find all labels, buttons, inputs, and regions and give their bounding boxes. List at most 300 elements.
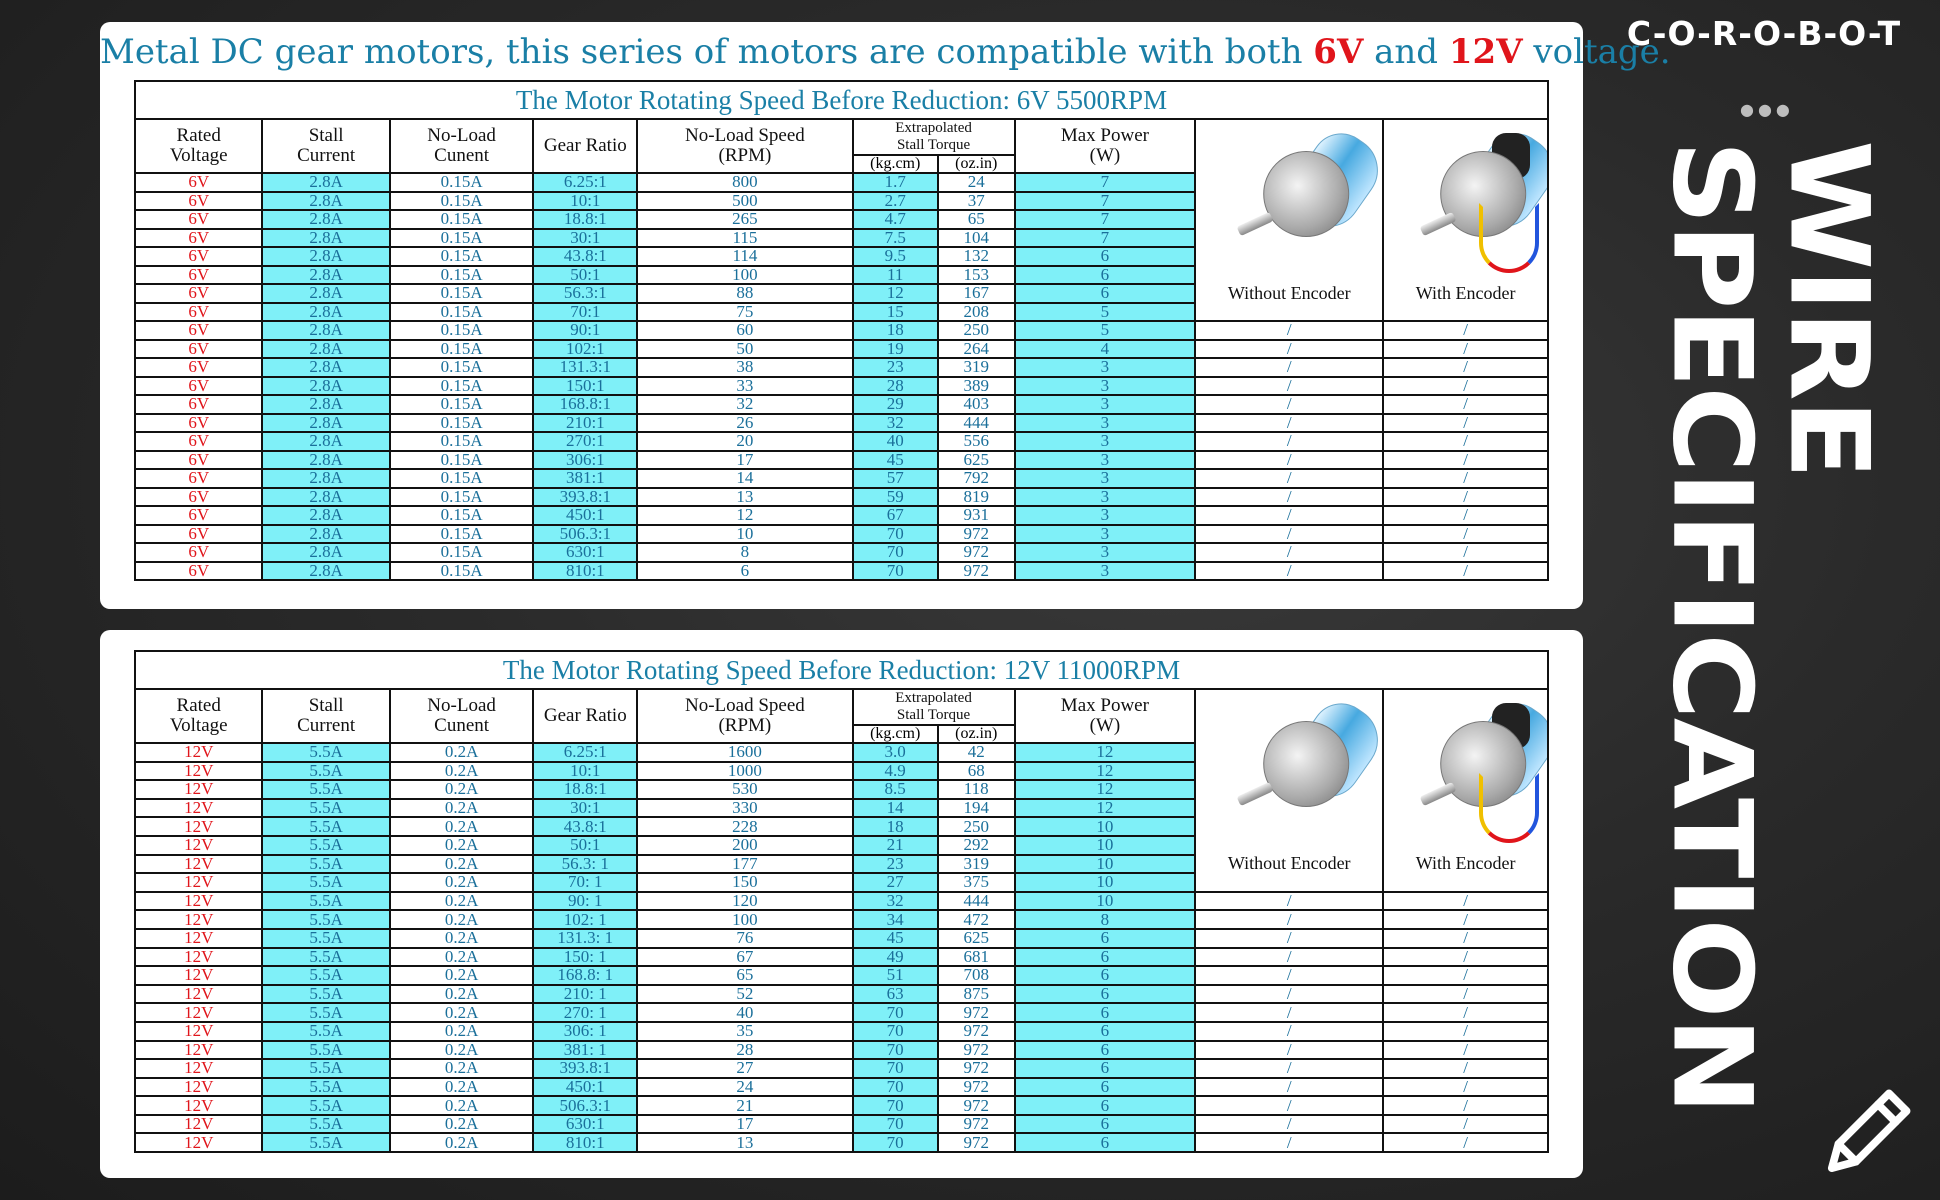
cell-voltage: 12V <box>135 1133 262 1152</box>
table-row <box>135 948 1548 967</box>
cell-torque-kgcm: 18 <box>853 321 938 340</box>
cell-no-load-current: 0.15A <box>390 414 534 433</box>
table-row <box>135 1115 1548 1134</box>
cell-stall-current: 5.5A <box>262 1078 389 1097</box>
header-gear-ratio: Gear Ratio <box>533 689 637 743</box>
cell-torque-kgcm: 32 <box>853 892 938 911</box>
cell-max-power: 12 <box>1015 762 1196 781</box>
table-row <box>135 340 1548 359</box>
brand-logo: C-O-R-O-B-O-T <box>1626 14 1902 53</box>
cell-speed: 35 <box>637 1022 852 1041</box>
cell-no-load-current: 0.15A <box>390 340 534 359</box>
cell-torque-kgcm: 3.0 <box>853 743 938 762</box>
cell-max-power: 3 <box>1015 525 1196 544</box>
cell-no-load-current: 0.2A <box>390 1059 534 1078</box>
header-no-load-current: No-Load Cunent <box>390 119 534 173</box>
cell-voltage: 6V <box>135 321 262 340</box>
table-row <box>135 1096 1548 1115</box>
cell-voltage: 6V <box>135 562 262 581</box>
table-row <box>135 321 1548 340</box>
cell-speed: 1600 <box>637 743 852 762</box>
cell-torque-kgcm: 70 <box>853 525 938 544</box>
cell-with-encoder: / <box>1383 562 1548 581</box>
cell-max-power: 6 <box>1015 266 1196 285</box>
cell-voltage: 6V <box>135 469 262 488</box>
cell-voltage: 12V <box>135 1078 262 1097</box>
table-row <box>135 1078 1548 1097</box>
cell-speed: 40 <box>637 1003 852 1022</box>
cell-gear-ratio: 102:1 <box>533 340 637 359</box>
cell-with-encoder: / <box>1383 948 1548 967</box>
cell-without-encoder: / <box>1195 985 1383 1004</box>
cell-torque-ozin: 972 <box>938 1115 1015 1134</box>
cell-stall-current: 5.5A <box>262 966 389 985</box>
cell-no-load-current: 0.2A <box>390 873 534 892</box>
cell-max-power: 6 <box>1015 1133 1196 1152</box>
cell-torque-ozin: 972 <box>938 1133 1015 1152</box>
cell-no-load-current: 0.2A <box>390 1041 534 1060</box>
cell-torque-kgcm: 49 <box>853 948 938 967</box>
label-with-encoder: With Encoder <box>1415 852 1516 873</box>
cell-voltage: 12V <box>135 1003 262 1022</box>
cell-gear-ratio: 450:1 <box>533 1078 637 1097</box>
cell-torque-ozin: 264 <box>938 340 1015 359</box>
cell-torque-ozin: 556 <box>938 432 1015 451</box>
cell-torque-ozin: 819 <box>938 488 1015 507</box>
cell-torque-kgcm: 21 <box>853 836 938 855</box>
table-row <box>135 1133 1548 1152</box>
cell-with-encoder: / <box>1383 1133 1548 1152</box>
cell-voltage: 12V <box>135 780 262 799</box>
cell-without-encoder: / <box>1195 321 1383 340</box>
cell-speed: 6 <box>637 562 852 581</box>
cell-voltage: 12V <box>135 892 262 911</box>
cell-voltage: 6V <box>135 229 262 248</box>
side-title <box>1648 140 1900 1114</box>
motor-without-encoder <box>1195 689 1383 892</box>
cell-gear-ratio: 90:1 <box>533 321 637 340</box>
cell-gear-ratio: 381:1 <box>533 469 637 488</box>
cell-stall-current: 2.8A <box>262 247 389 266</box>
cell-torque-ozin: 389 <box>938 377 1015 396</box>
cell-without-encoder: / <box>1195 488 1383 507</box>
cell-without-encoder: / <box>1195 1096 1383 1115</box>
cell-speed: 800 <box>637 173 852 192</box>
header-rated-voltage: Rated Voltage <box>135 689 262 743</box>
cell-max-power: 3 <box>1015 451 1196 470</box>
cell-with-encoder: / <box>1383 1022 1548 1041</box>
cell-stall-current: 2.8A <box>262 395 389 414</box>
cell-voltage: 6V <box>135 303 262 322</box>
spec-card-6v <box>100 22 1671 609</box>
cell-no-load-current: 0.15A <box>390 284 534 303</box>
cell-gear-ratio: 10:1 <box>533 762 637 781</box>
cell-without-encoder: / <box>1195 948 1383 967</box>
cell-without-encoder: / <box>1195 910 1383 929</box>
cell-max-power: 6 <box>1015 1022 1196 1041</box>
header-stall-torque: Extrapolated Stall Torque <box>853 689 1015 725</box>
cell-with-encoder: / <box>1383 1096 1548 1115</box>
cell-with-encoder: / <box>1383 1041 1548 1060</box>
headline-and: and <box>1374 32 1439 72</box>
cell-voltage: 12V <box>135 966 262 985</box>
cell-speed: 65 <box>637 966 852 985</box>
label-without-encoder: Without Encoder <box>1227 282 1351 303</box>
cell-gear-ratio: 56.3:1 <box>533 284 637 303</box>
cell-with-encoder: / <box>1383 1115 1548 1134</box>
cell-gear-ratio: 306:1 <box>533 451 637 470</box>
cell-torque-kgcm: 70 <box>853 1133 938 1152</box>
cell-torque-kgcm: 70 <box>853 1078 938 1097</box>
cell-max-power: 3 <box>1015 414 1196 433</box>
cell-stall-current: 2.8A <box>262 358 389 377</box>
cell-no-load-current: 0.15A <box>390 395 534 414</box>
cell-voltage: 12V <box>135 910 262 929</box>
cell-stall-current: 5.5A <box>262 836 389 855</box>
cell-no-load-current: 0.15A <box>390 247 534 266</box>
table-row <box>135 1022 1548 1041</box>
cell-stall-current: 2.8A <box>262 229 389 248</box>
cell-no-load-current: 0.15A <box>390 469 534 488</box>
cell-with-encoder: / <box>1383 1059 1548 1078</box>
cell-torque-ozin: 972 <box>938 1003 1015 1022</box>
headline-pre: Metal DC gear motors, this series of motors are compatible with both <box>100 32 1303 72</box>
table-row <box>135 1041 1548 1060</box>
cell-no-load-current: 0.15A <box>390 210 534 229</box>
table-row <box>135 1003 1548 1022</box>
cell-no-load-current: 0.15A <box>390 229 534 248</box>
cell-max-power: 3 <box>1015 488 1196 507</box>
cell-torque-ozin: 292 <box>938 836 1015 855</box>
cell-speed: 50 <box>637 340 852 359</box>
cell-speed: 13 <box>637 488 852 507</box>
cell-without-encoder: / <box>1195 1078 1383 1097</box>
cell-gear-ratio: 306: 1 <box>533 1022 637 1041</box>
table-row <box>135 451 1548 470</box>
cell-gear-ratio: 50:1 <box>533 836 637 855</box>
cell-no-load-current: 0.2A <box>390 836 534 855</box>
cell-voltage: 12V <box>135 762 262 781</box>
cell-max-power: 3 <box>1015 469 1196 488</box>
cell-stall-current: 5.5A <box>262 1003 389 1022</box>
cell-stall-current: 2.8A <box>262 451 389 470</box>
cell-without-encoder: / <box>1195 1133 1383 1152</box>
cell-with-encoder: / <box>1383 395 1548 414</box>
table-row <box>135 543 1548 562</box>
cell-without-encoder: / <box>1195 451 1383 470</box>
cell-voltage: 6V <box>135 395 262 414</box>
header-stall-torque: Extrapolated Stall Torque <box>853 119 1015 155</box>
table-row <box>135 358 1548 377</box>
cell-voltage: 12V <box>135 1096 262 1115</box>
cell-gear-ratio: 43.8:1 <box>533 247 637 266</box>
cell-torque-ozin: 153 <box>938 266 1015 285</box>
cell-voltage: 12V <box>135 948 262 967</box>
cell-speed: 120 <box>637 892 852 911</box>
cell-stall-current: 5.5A <box>262 743 389 762</box>
cell-speed: 14 <box>637 469 852 488</box>
table-row <box>135 562 1548 581</box>
headline-post: voltage. <box>1533 32 1671 72</box>
cell-speed: 530 <box>637 780 852 799</box>
cell-max-power: 12 <box>1015 780 1196 799</box>
cell-without-encoder: / <box>1195 1041 1383 1060</box>
cell-max-power: 6 <box>1015 1059 1196 1078</box>
cell-no-load-current: 0.2A <box>390 948 534 967</box>
cell-torque-ozin: 972 <box>938 525 1015 544</box>
cell-stall-current: 5.5A <box>262 910 389 929</box>
table-row <box>135 377 1548 396</box>
cell-torque-kgcm: 4.9 <box>853 762 938 781</box>
cell-speed: 10 <box>637 525 852 544</box>
cell-torque-ozin: 931 <box>938 506 1015 525</box>
cell-torque-kgcm: 70 <box>853 1041 938 1060</box>
pencil-icon[interactable] <box>1812 1078 1922 1188</box>
cell-no-load-current: 0.2A <box>390 780 534 799</box>
table-row <box>135 432 1548 451</box>
cell-voltage: 12V <box>135 836 262 855</box>
cell-torque-kgcm: 70 <box>853 1115 938 1134</box>
cell-torque-ozin: 972 <box>938 562 1015 581</box>
table-row <box>135 414 1548 433</box>
cell-torque-kgcm: 23 <box>853 358 938 377</box>
cell-no-load-current: 0.2A <box>390 910 534 929</box>
cell-gear-ratio: 18.8:1 <box>533 780 637 799</box>
cell-gear-ratio: 6.25:1 <box>533 743 637 762</box>
cell-speed: 75 <box>637 303 852 322</box>
cell-without-encoder: / <box>1195 966 1383 985</box>
cell-voltage: 12V <box>135 799 262 818</box>
cell-gear-ratio: 18.8:1 <box>533 210 637 229</box>
cell-torque-ozin: 972 <box>938 1041 1015 1060</box>
cell-no-load-current: 0.15A <box>390 543 534 562</box>
cell-torque-kgcm: 59 <box>853 488 938 507</box>
table-row <box>135 506 1548 525</box>
cell-torque-ozin: 167 <box>938 284 1015 303</box>
cell-voltage: 12V <box>135 1115 262 1134</box>
cell-gear-ratio: 630:1 <box>533 1115 637 1134</box>
cell-with-encoder: / <box>1383 985 1548 1004</box>
cell-no-load-current: 0.2A <box>390 1022 534 1041</box>
cell-stall-current: 2.8A <box>262 543 389 562</box>
header-no-load-current: No-Load Cunent <box>390 689 534 743</box>
cell-with-encoder: / <box>1383 377 1548 396</box>
cell-speed: 17 <box>637 1115 852 1134</box>
cell-gear-ratio: 131.3:1 <box>533 358 637 377</box>
cell-no-load-current: 0.2A <box>390 1096 534 1115</box>
cell-torque-kgcm: 19 <box>853 340 938 359</box>
cell-with-encoder: / <box>1383 966 1548 985</box>
cell-with-encoder: / <box>1383 910 1548 929</box>
cell-voltage: 6V <box>135 358 262 377</box>
cell-torque-ozin: 68 <box>938 762 1015 781</box>
cell-torque-kgcm: 7.5 <box>853 229 938 248</box>
cell-gear-ratio: 393.8:1 <box>533 488 637 507</box>
cell-max-power: 6 <box>1015 966 1196 985</box>
cell-max-power: 6 <box>1015 948 1196 967</box>
cell-torque-kgcm: 4.7 <box>853 210 938 229</box>
cell-torque-ozin: 708 <box>938 966 1015 985</box>
cell-max-power: 10 <box>1015 892 1196 911</box>
cell-speed: 17 <box>637 451 852 470</box>
cell-without-encoder: / <box>1195 340 1383 359</box>
cell-speed: 52 <box>637 985 852 1004</box>
cell-max-power: 4 <box>1015 340 1196 359</box>
cell-with-encoder: / <box>1383 432 1548 451</box>
cell-no-load-current: 0.15A <box>390 488 534 507</box>
cell-no-load-current: 0.2A <box>390 855 534 874</box>
cell-stall-current: 5.5A <box>262 1133 389 1152</box>
cell-torque-kgcm: 70 <box>853 543 938 562</box>
header-ozin: (oz.in) <box>938 725 1015 743</box>
table-row <box>135 929 1548 948</box>
cell-max-power: 3 <box>1015 358 1196 377</box>
cell-gear-ratio: 506.3:1 <box>533 1096 637 1115</box>
cell-speed: 67 <box>637 948 852 967</box>
cell-speed: 177 <box>637 855 852 874</box>
cell-speed: 20 <box>637 432 852 451</box>
cell-max-power: 3 <box>1015 377 1196 396</box>
cell-torque-ozin: 250 <box>938 321 1015 340</box>
cell-speed: 150 <box>637 873 852 892</box>
cell-without-encoder: / <box>1195 525 1383 544</box>
cell-stall-current: 5.5A <box>262 1096 389 1115</box>
cell-torque-kgcm: 27 <box>853 873 938 892</box>
cell-with-encoder: / <box>1383 358 1548 377</box>
cell-stall-current: 2.8A <box>262 340 389 359</box>
cell-no-load-current: 0.2A <box>390 1078 534 1097</box>
headline <box>100 32 1671 72</box>
cell-torque-kgcm: 15 <box>853 303 938 322</box>
cell-with-encoder: / <box>1383 488 1548 507</box>
cell-speed: 21 <box>637 1096 852 1115</box>
cell-no-load-current: 0.15A <box>390 303 534 322</box>
header-stall-current: Stall Current <box>262 119 389 173</box>
cell-no-load-current: 0.15A <box>390 506 534 525</box>
cell-stall-current: 2.8A <box>262 192 389 211</box>
cell-torque-kgcm: 34 <box>853 910 938 929</box>
cell-torque-ozin: 65 <box>938 210 1015 229</box>
cell-stall-current: 2.8A <box>262 469 389 488</box>
cell-max-power: 7 <box>1015 173 1196 192</box>
cell-no-load-current: 0.15A <box>390 562 534 581</box>
cell-no-load-current: 0.15A <box>390 358 534 377</box>
cell-torque-kgcm: 40 <box>853 432 938 451</box>
cell-without-encoder: / <box>1195 1059 1383 1078</box>
cell-voltage: 6V <box>135 432 262 451</box>
cell-with-encoder: / <box>1383 321 1548 340</box>
cell-voltage: 6V <box>135 377 262 396</box>
cell-torque-ozin: 972 <box>938 1022 1015 1041</box>
cell-max-power: 3 <box>1015 395 1196 414</box>
cell-stall-current: 5.5A <box>262 892 389 911</box>
cell-max-power: 5 <box>1015 321 1196 340</box>
side-title-line-2: SPECIFICATION <box>1648 140 1776 1114</box>
cell-torque-ozin: 472 <box>938 910 1015 929</box>
header-rated-voltage: Rated Voltage <box>135 119 262 173</box>
cell-speed: 28 <box>637 1041 852 1060</box>
cell-voltage: 12V <box>135 855 262 874</box>
cell-no-load-current: 0.2A <box>390 929 534 948</box>
cell-speed: 38 <box>637 358 852 377</box>
cell-gear-ratio: 168.8:1 <box>533 395 637 414</box>
cell-speed: 32 <box>637 395 852 414</box>
cell-torque-kgcm: 57 <box>853 469 938 488</box>
cell-stall-current: 5.5A <box>262 780 389 799</box>
cell-stall-current: 2.8A <box>262 414 389 433</box>
cell-voltage: 12V <box>135 929 262 948</box>
cell-stall-current: 5.5A <box>262 799 389 818</box>
cell-with-encoder: / <box>1383 469 1548 488</box>
cell-voltage: 6V <box>135 247 262 266</box>
cell-gear-ratio: 393.8:1 <box>533 1059 637 1078</box>
cell-voltage: 6V <box>135 266 262 285</box>
header-no-load-speed: No-Load Speed (RPM) <box>637 689 852 743</box>
cell-torque-ozin: 319 <box>938 855 1015 874</box>
cell-max-power: 6 <box>1015 247 1196 266</box>
cell-torque-ozin: 42 <box>938 743 1015 762</box>
cell-voltage: 12V <box>135 873 262 892</box>
cell-stall-current: 2.8A <box>262 488 389 507</box>
cell-torque-ozin: 37 <box>938 192 1015 211</box>
cell-torque-kgcm: 14 <box>853 799 938 818</box>
cell-torque-ozin: 375 <box>938 873 1015 892</box>
cell-speed: 100 <box>637 266 852 285</box>
cell-gear-ratio: 56.3: 1 <box>533 855 637 874</box>
cell-speed: 13 <box>637 1133 852 1152</box>
cell-with-encoder: / <box>1383 414 1548 433</box>
cell-voltage: 6V <box>135 414 262 433</box>
cell-torque-kgcm: 8.5 <box>853 780 938 799</box>
cell-stall-current: 5.5A <box>262 855 389 874</box>
cell-gear-ratio: 6.25:1 <box>533 173 637 192</box>
cell-gear-ratio: 30:1 <box>533 799 637 818</box>
label-without-encoder: Without Encoder <box>1227 852 1351 873</box>
cell-stall-current: 5.5A <box>262 873 389 892</box>
cell-speed: 27 <box>637 1059 852 1078</box>
cell-torque-ozin: 681 <box>938 948 1015 967</box>
cell-no-load-current: 0.2A <box>390 1003 534 1022</box>
cell-max-power: 6 <box>1015 1041 1196 1060</box>
cell-torque-ozin: 194 <box>938 799 1015 818</box>
cell-gear-ratio: 810:1 <box>533 562 637 581</box>
cell-max-power: 12 <box>1015 743 1196 762</box>
cell-stall-current: 2.8A <box>262 321 389 340</box>
cell-voltage: 6V <box>135 284 262 303</box>
cell-no-load-current: 0.15A <box>390 432 534 451</box>
cell-gear-ratio: 102: 1 <box>533 910 637 929</box>
cell-stall-current: 2.8A <box>262 210 389 229</box>
cell-gear-ratio: 90: 1 <box>533 892 637 911</box>
cell-no-load-current: 0.15A <box>390 321 534 340</box>
cell-voltage: 12V <box>135 1059 262 1078</box>
cell-without-encoder: / <box>1195 432 1383 451</box>
cell-without-encoder: / <box>1195 892 1383 911</box>
cell-max-power: 3 <box>1015 562 1196 581</box>
cell-stall-current: 5.5A <box>262 817 389 836</box>
cell-gear-ratio: 43.8:1 <box>533 817 637 836</box>
cell-gear-ratio: 270:1 <box>533 432 637 451</box>
cell-torque-kgcm: 70 <box>853 1059 938 1078</box>
menu-dots-icon[interactable]: ●●● <box>1740 100 1794 119</box>
cell-gear-ratio: 150: 1 <box>533 948 637 967</box>
cell-speed: 8 <box>637 543 852 562</box>
cell-no-load-current: 0.2A <box>390 966 534 985</box>
cell-gear-ratio: 270: 1 <box>533 1003 637 1022</box>
cell-torque-ozin: 972 <box>938 1096 1015 1115</box>
cell-no-load-current: 0.2A <box>390 892 534 911</box>
table-caption: The Motor Rotating Speed Before Reduction: 12V 11000RPM <box>135 651 1548 689</box>
